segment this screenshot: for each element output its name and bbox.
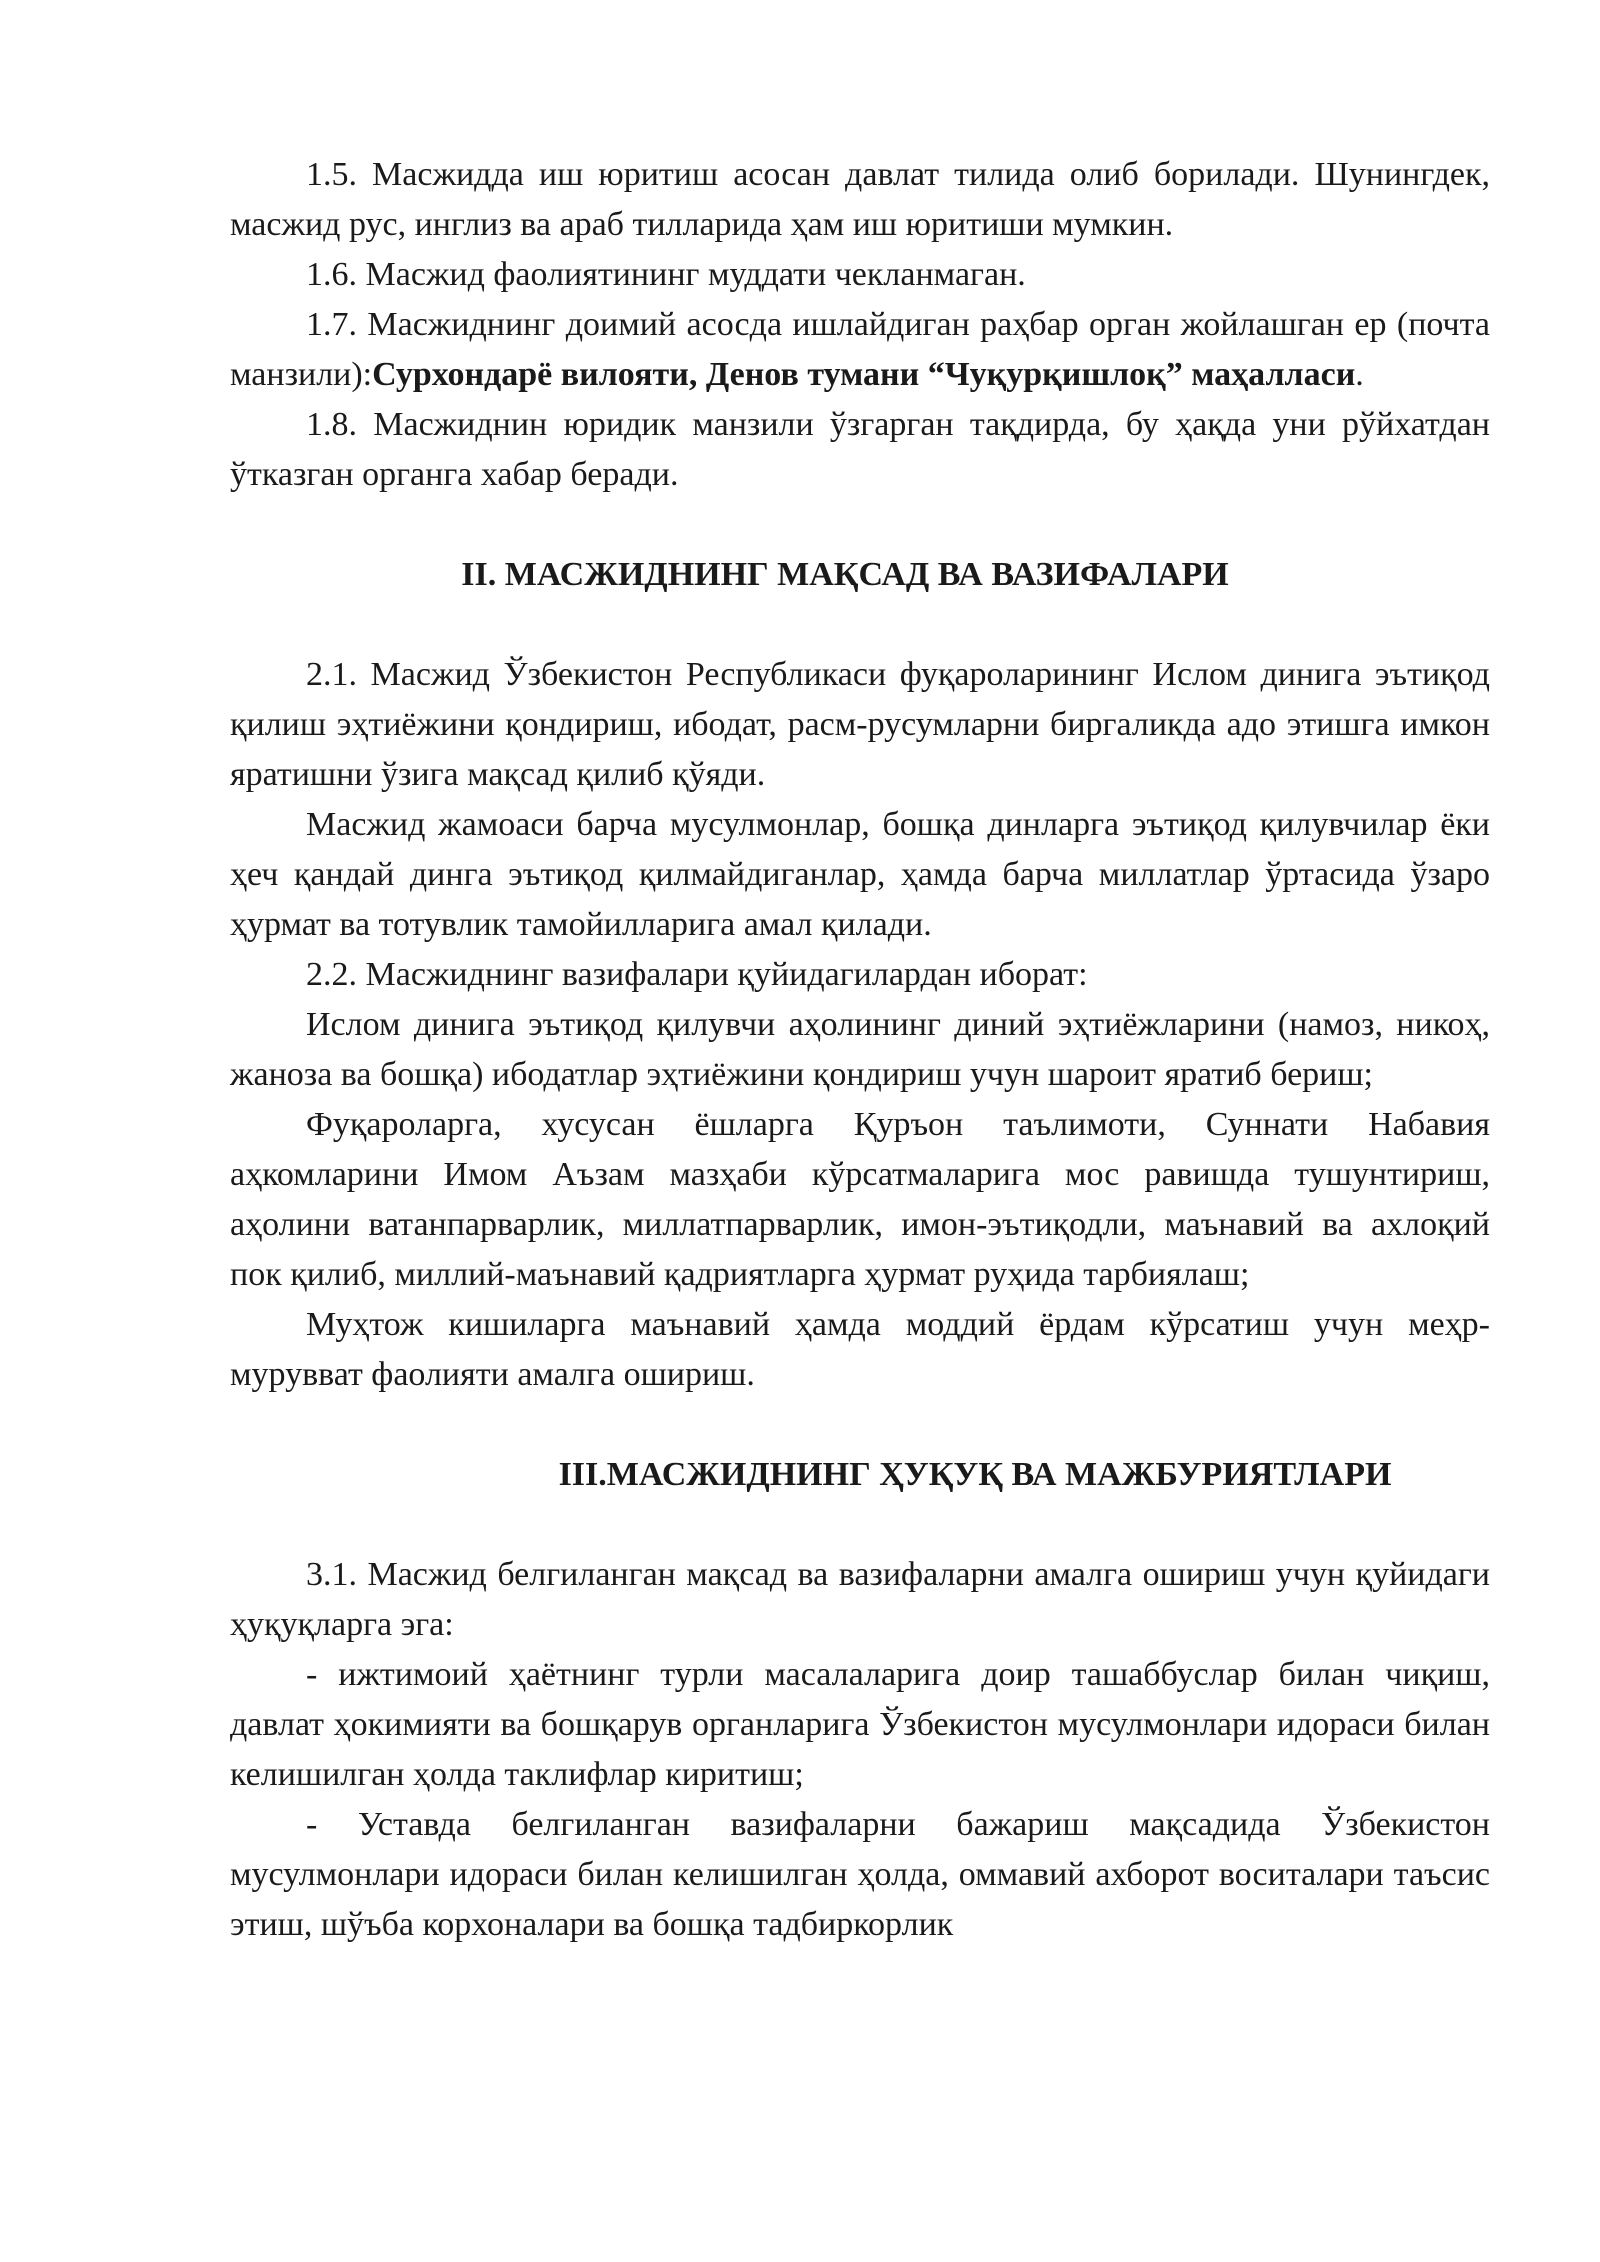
- paragraph-3-1-item-1: - ижтимоий ҳаётнинг турли масалаларига доир ташаббуслар билан чиқиш, давлат ҳокимияти ва бошқарув органларига Ўзбекистон мусулмонлари идораси билан келишилган ҳолда таклифлар киритиш;: [230, 1656, 1490, 1793]
- section-2-heading: II. МАСЖИДНИНГ МАҚСАД ВА ВАЗИФАЛАРИ: [461, 556, 1229, 593]
- paragraph-1-7-text: 1.7. Масжиднинг доимий асосда ишлайдиган раҳбар орган жойлашган ер (почта манзили):: [230, 306, 1490, 393]
- paragraph-2-2-item-3: Муҳтож кишиларга маънавий ҳамда моддий ёрдам кўрсатиш учун меҳр-мурувват фаолияти амалга ошириш.: [230, 1306, 1490, 1393]
- paragraph-3-1: 3.1. Масжид белгиланган мақсад ва вазифаларни амалга ошириш учун қуйидаги ҳуқуқларга эга:: [230, 1556, 1490, 1643]
- paragraph-1-7-end: .: [1355, 356, 1364, 393]
- paragraph-1-5: 1.5. Масжидда иш юритиш асосан давлат тилида олиб борилади. Шунингдек, масжид рус, инглиз ва араб тилларида ҳам иш юритиши мумкин.: [230, 156, 1490, 243]
- paragraph-1-8: 1.8. Масжиднин юридик манзили ўзгарган тақдирда, бу ҳақда уни рўйхатдан ўтказган органга хабар беради.: [230, 406, 1490, 493]
- paragraph-3-1-item-2: - Уставда белгиланган вазифаларни бажариш мақсадида Ўзбекистон мусулмонлари идораси билан келишилган ҳолда, оммавий ахборот воситалари таъсис этиш, шўъба корхоналари ва бошқа тадбиркорлик: [230, 1806, 1490, 1943]
- paragraph-2-2: 2.2. Масжиднинг вазифалари қуйидагилардан иборат:: [306, 956, 1088, 993]
- paragraph-1-6: 1.6. Масжид фаолиятининг муддати чекланмаган.: [306, 256, 1026, 293]
- paragraph-2-1: 2.1. Масжид Ўзбекистон Республикаси фуқароларининг Ислом динига эътиқод қилиш эҳтиёжини қондириш, ибодат, расм-русумларни биргаликда адо этишга имкон яратишни ўзига мақсад қилиб қўяди.: [230, 656, 1490, 793]
- paragraph-2-2-item-1: Ислом динига эътиқод қилувчи аҳолининг диний эҳтиёжларини (намоз, никоҳ, жаноза ва бошқа) ибодатлар эҳтиёжини қондириш учун шароит яратиб бериш;: [230, 1006, 1490, 1093]
- paragraph-2-2-item-2: Фуқароларга, хусусан ёшларга Қуръон таълимоти, Суннати Набавия аҳкомларини Имом Аъзам мазҳаби кўрсатмаларига мос равишда тушунтириш, аҳолини ватанпарварлик, миллатпарварлик, имон-эътиқодли, маънавий ва ахлоқий пок қилиб, миллий-маънавий қадриятларга ҳурмат руҳида тарбиялаш;: [230, 1106, 1490, 1293]
- postal-address: Сурхондарё вилояти, Денов тумани “Чуқурқишлоқ” маҳалласи: [372, 356, 1356, 393]
- section-3-heading: III.МАСЖИДНИНГ ҲУҚУҚ ВА МАЖБУРИЯТЛАРИ: [558, 1456, 1392, 1493]
- paragraph-1-7: [230, 300, 1490, 400]
- document-page: [230, 150, 1490, 1950]
- paragraph-2-1-community: Масжид жамоаси барча мусулмонлар, бошқа динларга эътиқод қилувчилар ёки ҳеч қандай динга эътиқод қилмайдиганлар, ҳамда барча миллатлар ўртасида ўзаро ҳурмат ва тотувлик тамойилларига амал қилади.: [230, 806, 1490, 943]
